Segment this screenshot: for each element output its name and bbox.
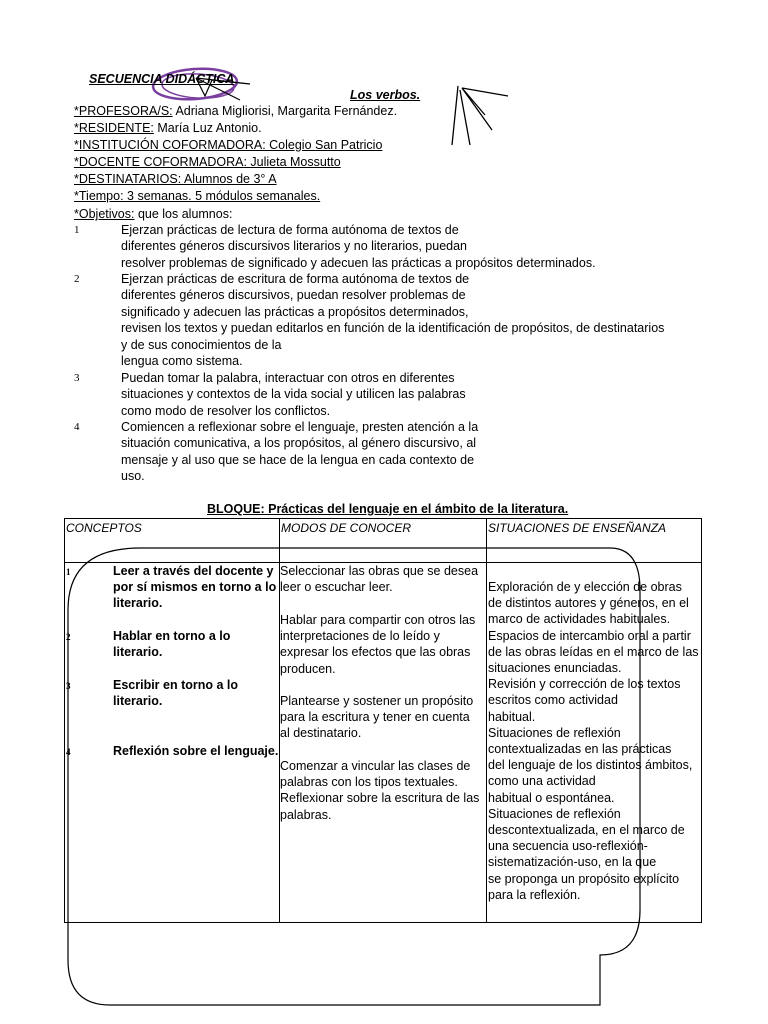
concept-2	[113, 628, 230, 660]
modo-line: Hablar para compartir con otros las	[280, 613, 476, 627]
concept-4	[113, 743, 278, 759]
profesoras-line	[74, 103, 397, 119]
table-vline-2	[486, 519, 487, 922]
objetivos-label: *Objetivos:	[74, 207, 135, 221]
situacion-line: como una actividad	[488, 774, 596, 789]
modo-line: producen.	[280, 661, 336, 676]
residente-label: *RESIDENTE:	[74, 121, 154, 135]
situacion-line: Situaciones de reflexión	[488, 725, 621, 740]
modo-line: palabras.	[280, 807, 332, 822]
situacion-line: Exploración de y elección de obras	[488, 580, 682, 594]
situacion-line: de distintos autores y géneros, en el	[488, 596, 689, 611]
objective-line: resolver problemas de significado y adecuen las prácticas a propósitos determinados.	[121, 255, 596, 270]
modo-1	[280, 563, 478, 595]
objetivos-value: que los alumnos:	[137, 207, 233, 221]
corner-star-scribble	[452, 86, 508, 145]
objective-number: 3	[74, 372, 80, 384]
objective-4	[121, 419, 478, 485]
situacion-line: escritos como actividad	[488, 693, 618, 708]
bloque-title: BLOQUE: Prácticas del lenguaje en el ámbito de la literatura.	[207, 502, 569, 516]
concept-line: por sí mismos en torno a lo	[113, 580, 277, 595]
objective-number: 1	[74, 224, 80, 236]
situacion-line: una secuencia uso-reflexión-	[488, 839, 648, 854]
modo-line: Seleccionar las obras que se desea	[280, 564, 479, 578]
situacion-line: marco de actividades habituales.	[488, 612, 671, 627]
modo-2	[280, 612, 475, 677]
objective-line: Ejerzan prácticas de lectura de forma autónoma de textos de	[121, 223, 459, 237]
docente-line: *DOCENTE COFORMADORA: Julieta Mossutto	[74, 155, 341, 169]
concept-number: 4	[66, 747, 71, 757]
modo-line: para la escritura y tener en cuenta	[280, 710, 470, 725]
objective-line: mensaje y al uso que se hace de la lengua en cada contexto de	[121, 452, 475, 467]
situacion-line: sistematización-uso, en la que	[488, 855, 657, 870]
profesoras-label: *PROFESORA/S:	[74, 104, 173, 118]
modo-line: leer o escuchar leer.	[280, 580, 393, 595]
concept-line: Reflexión sobre el lenguaje.	[113, 744, 279, 758]
objective-line: diferentes géneros discursivos literarios y no literarios, puedan	[121, 239, 468, 254]
modo-3	[280, 693, 473, 742]
concept-number: 3	[66, 681, 71, 691]
concept-line: literario.	[113, 596, 163, 611]
destinatarios-line: *DESTINATARIOS: Alumnos de 3° A	[74, 172, 277, 186]
objective-number: 2	[74, 273, 80, 285]
objetivos-line	[74, 206, 232, 222]
objective-line: Ejerzan prácticas de escritura de forma autónoma de textos de	[121, 272, 470, 286]
objective-line: revisen los textos y puedan editarlos en función de la identificación de propósitos, de destinatarios	[121, 321, 665, 336]
objective-2	[121, 271, 664, 369]
header-conceptos: CONCEPTOS	[66, 521, 142, 535]
situacion-line: del lenguaje de los distintos ámbitos,	[488, 758, 693, 773]
situaciones-cell	[488, 579, 699, 903]
situacion-line: Situaciones de reflexión	[488, 806, 621, 821]
concept-number: 1	[66, 567, 71, 577]
residente-line	[74, 120, 262, 136]
objective-line: situación comunicativa, a los propósitos, al género discursivo, al	[121, 436, 477, 451]
document-title: SECUENCIA DIDÁCTICA	[89, 72, 235, 86]
document-subtitle: Los verbos.	[350, 88, 421, 102]
modo-4	[280, 758, 479, 823]
concept-line: literario.	[113, 694, 163, 709]
objective-line: Comiencen a reflexionar sobre el lenguaje, presten atención a la	[121, 420, 479, 434]
profesoras-value: Adriana Migliorisi, Margarita Fernández.	[175, 104, 398, 118]
situacion-line: habitual.	[488, 709, 536, 724]
objective-line: uso.	[121, 469, 145, 484]
header-situaciones: SITUACIONES DE ENSEÑANZA	[488, 521, 667, 535]
situacion-line: habitual o espontánea.	[488, 790, 615, 805]
modo-line: interpretaciones de lo leído y	[280, 629, 440, 644]
situacion-line: descontextualizada, en el marco de	[488, 823, 685, 838]
objective-number: 4	[74, 421, 80, 433]
modo-line: Comenzar a vincular las clases de	[280, 759, 471, 773]
header-modos: MODOS DE CONOCER	[281, 521, 412, 535]
modo-line: Reflexionar sobre la escritura de las	[280, 791, 480, 806]
objective-1	[121, 222, 596, 271]
objective-line: diferentes géneros discursivos, puedan resolver problemas de	[121, 288, 466, 303]
tiempo-line: *Tiempo: 3 semanas. 5 módulos semanales.	[74, 189, 321, 203]
situacion-line: Revisión y corrección de los textos	[488, 677, 681, 692]
objective-line: significado y adecuen las prácticas a propósitos determinados,	[121, 304, 469, 319]
objective-line: situaciones y contextos de la vida social y utilicen las palabras	[121, 387, 466, 402]
objective-line: como modo de resolver los conflictos.	[121, 403, 331, 418]
concept-1	[113, 563, 276, 612]
situacion-line: situaciones enunciadas.	[488, 661, 622, 676]
institucion-line: *INSTITUCIÓN COFORMADORA: Colegio San Patricio	[74, 138, 383, 152]
objective-3	[121, 370, 466, 419]
concept-line: Escribir en torno a lo	[113, 678, 239, 692]
concept-line: Leer a través del docente y	[113, 564, 274, 578]
residente-value: María Luz Antonio.	[157, 121, 262, 135]
modo-line: al destinatario.	[280, 726, 362, 741]
concept-line: Hablar en torno a lo	[113, 629, 231, 643]
objective-line: y de sus conocimientos de la	[121, 337, 282, 352]
objective-line: lengua como sistema.	[121, 354, 243, 369]
situacion-line: para la reflexión.	[488, 887, 581, 902]
situacion-line: Espacios de intercambio oral a partir	[488, 628, 691, 643]
situacion-line: contextualizadas en las prácticas	[488, 742, 672, 757]
situacion-line: se proponga un propósito explícito	[488, 871, 680, 886]
situacion-line: de las obras leídas en el marco de las	[488, 644, 699, 659]
modo-line: palabras con los tipos textuales.	[280, 775, 458, 790]
objective-line: Puedan tomar la palabra, interactuar con otros en diferentes	[121, 371, 455, 385]
modo-line: Plantearse y sostener un propósito	[280, 694, 474, 708]
concept-line: literario.	[113, 645, 163, 660]
concept-3	[113, 677, 238, 709]
concept-number: 2	[66, 632, 71, 642]
modo-line: expresar los efectos que las obras	[280, 645, 471, 660]
